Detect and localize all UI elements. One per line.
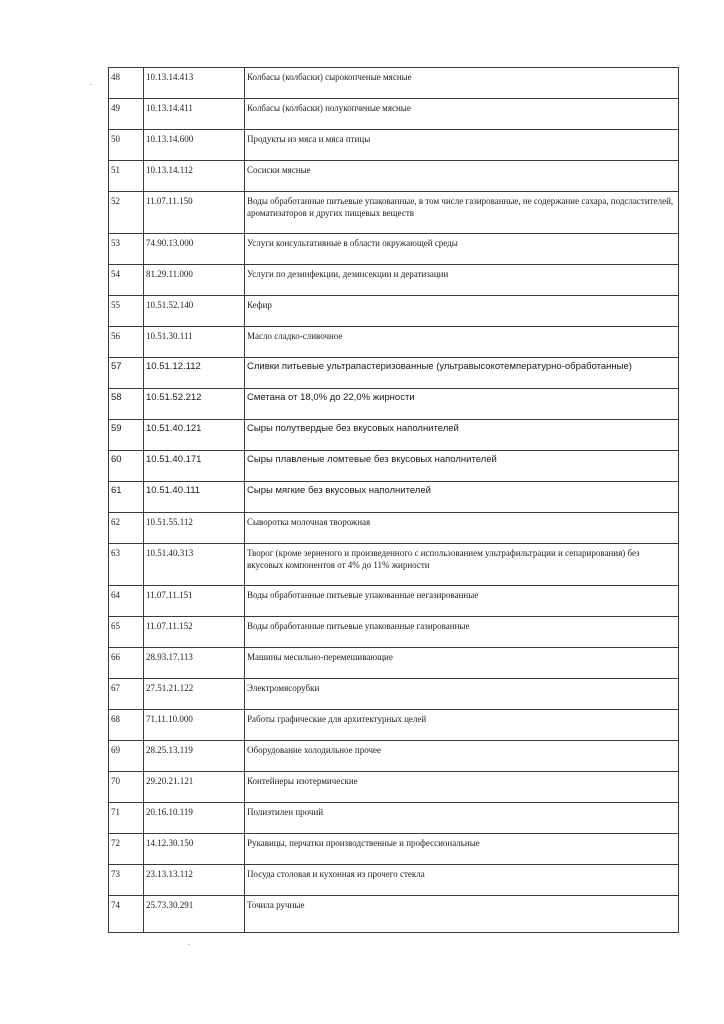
row-number: 51 — [109, 161, 144, 192]
row-number: 58 — [109, 389, 144, 420]
table-row — [109, 130, 679, 161]
table-row — [109, 161, 679, 192]
table-row — [109, 586, 679, 617]
table-row — [109, 679, 679, 710]
product-name: Услуги консультативные в области окружающей среды — [245, 234, 679, 265]
product-name: Сыры мягкие без вкусовых наполнителей — [245, 482, 679, 513]
table-row — [109, 358, 679, 389]
row-number: 65 — [109, 617, 144, 648]
okpd-code: 71.11.10.000 — [144, 710, 245, 741]
okpd-code: 10.13.14.413 — [144, 68, 245, 99]
table-row — [109, 296, 679, 327]
table-row — [109, 617, 679, 648]
okpd-code: 10.51.52.212 — [144, 389, 245, 420]
okpd-code: 74.90.13.000 — [144, 234, 245, 265]
okpd-code: 10.13.14.112 — [144, 161, 245, 192]
okpd-code: 10.51.55.112 — [144, 513, 245, 544]
okpd-code: 14.12.30.150 — [144, 834, 245, 865]
okpd-code: 23.13.13.112 — [144, 865, 245, 896]
table-row — [109, 741, 679, 772]
row-number: 57 — [109, 358, 144, 389]
row-number: 66 — [109, 648, 144, 679]
okpd-code: 10.51.30.111 — [144, 327, 245, 358]
okpd-code: 11.07.11.150 — [144, 192, 245, 234]
product-name: Посуда столовая и кухонная из прочего стекла — [245, 865, 679, 896]
product-name: Творог (кроме зерненого и произведенного с использованием ультрафильтрации и сепарирования) без вкусовых компонентов от 4% до 11% жирности — [245, 544, 679, 586]
table-row — [109, 99, 679, 130]
okpd-code: 10.51.40.121 — [144, 420, 245, 451]
product-name: Машины месильно-перемешивающие — [245, 648, 679, 679]
table-row — [109, 834, 679, 865]
row-number: 74 — [109, 896, 144, 933]
table-row — [109, 772, 679, 803]
okpd-code: 28.93.17.113 — [144, 648, 245, 679]
product-name: Колбасы (колбаски) сырокопченые мясные — [245, 68, 679, 99]
row-number: 61 — [109, 482, 144, 513]
table-row — [109, 865, 679, 896]
product-name: Точила ручные — [245, 896, 679, 933]
row-number: 69 — [109, 741, 144, 772]
okpd-code: 10.51.40.313 — [144, 544, 245, 586]
product-name: Воды обработанные питьевые упакованные негазированные — [245, 586, 679, 617]
row-number: 72 — [109, 834, 144, 865]
okpd-code: 25.73.30.291 — [144, 896, 245, 933]
product-name: Воды обработанные питьевые упакованные, в том числе газированные, не содержание сахара, подсластителей, ароматизаторов и других пищевых веществ — [245, 192, 679, 234]
row-number: 55 — [109, 296, 144, 327]
okpd-code: 28.25.13.119 — [144, 741, 245, 772]
row-number: 59 — [109, 420, 144, 451]
row-number: 53 — [109, 234, 144, 265]
product-name: Сыры полутвердые без вкусовых наполнителей — [245, 420, 679, 451]
product-name: Сосиски мясные — [245, 161, 679, 192]
okpd-code: 81.29.11.000 — [144, 265, 245, 296]
okpd-code: 27.51.21.122 — [144, 679, 245, 710]
product-name: Продукты из мяса и мяса птицы — [245, 130, 679, 161]
row-number: 70 — [109, 772, 144, 803]
row-number: 50 — [109, 130, 144, 161]
product-name: Колбасы (колбаски) полукопченые мясные — [245, 99, 679, 130]
okpd-code: 10.13.14.411 — [144, 99, 245, 130]
table-row — [109, 513, 679, 544]
table-row — [109, 389, 679, 420]
okpd-code: 10.51.40.171 — [144, 451, 245, 482]
table-row — [109, 420, 679, 451]
product-name: Воды обработанные питьевые упакованные газированные — [245, 617, 679, 648]
table-row — [109, 896, 679, 933]
row-number: 64 — [109, 586, 144, 617]
scan-speck — [188, 944, 190, 945]
table-row — [109, 192, 679, 234]
row-number: 60 — [109, 451, 144, 482]
table-row — [109, 327, 679, 358]
table-body — [109, 68, 679, 933]
okpd-code: 20.16.10.119 — [144, 803, 245, 834]
product-name: Сливки питьевые ультрапастеризованные (ультравысокотемпературно-обработанные) — [245, 358, 679, 389]
product-name: Сыворотка молочная творожная — [245, 513, 679, 544]
row-number: 67 — [109, 679, 144, 710]
product-name: Полиэтилен прочий — [245, 803, 679, 834]
okpd-code: 10.51.40.111 — [144, 482, 245, 513]
product-name: Сыры плавленые ломтевые без вкусовых наполнителей — [245, 451, 679, 482]
product-name: Услуги по дезинфекции, дезинсекции и дератизации — [245, 265, 679, 296]
table-row — [109, 710, 679, 741]
product-name: Сметана от 18,0% до 22,0% жирности — [245, 389, 679, 420]
okpd-code: 10.51.52.140 — [144, 296, 245, 327]
product-name: Контейнеры изотермические — [245, 772, 679, 803]
table-row — [109, 451, 679, 482]
table-row — [109, 234, 679, 265]
product-name: Оборудование холодильное прочее — [245, 741, 679, 772]
okpd-code: 29.20.21.121 — [144, 772, 245, 803]
okpd-code: 10.51.12.112 — [144, 358, 245, 389]
okpd-code: 10.13.14.600 — [144, 130, 245, 161]
scan-speck — [90, 84, 92, 85]
row-number: 49 — [109, 99, 144, 130]
table-row — [109, 544, 679, 586]
row-number: 73 — [109, 865, 144, 896]
row-number: 56 — [109, 327, 144, 358]
product-name: Электромясорубки — [245, 679, 679, 710]
row-number: 68 — [109, 710, 144, 741]
row-number: 52 — [109, 192, 144, 234]
table-row — [109, 265, 679, 296]
row-number: 71 — [109, 803, 144, 834]
products-table — [108, 67, 679, 933]
row-number: 63 — [109, 544, 144, 586]
row-number: 62 — [109, 513, 144, 544]
table-row — [109, 482, 679, 513]
okpd-code: 11.07.11.151 — [144, 586, 245, 617]
product-name: Масло сладко-сливочное — [245, 327, 679, 358]
table-row — [109, 648, 679, 679]
table-row — [109, 68, 679, 99]
okpd-code: 11.07.11.152 — [144, 617, 245, 648]
row-number: 48 — [109, 68, 144, 99]
product-name: Рукавицы, перчатки производственные и профессиональные — [245, 834, 679, 865]
product-name: Работы графические для архитектурных целей — [245, 710, 679, 741]
product-name: Кефир — [245, 296, 679, 327]
table-row — [109, 803, 679, 834]
row-number: 54 — [109, 265, 144, 296]
